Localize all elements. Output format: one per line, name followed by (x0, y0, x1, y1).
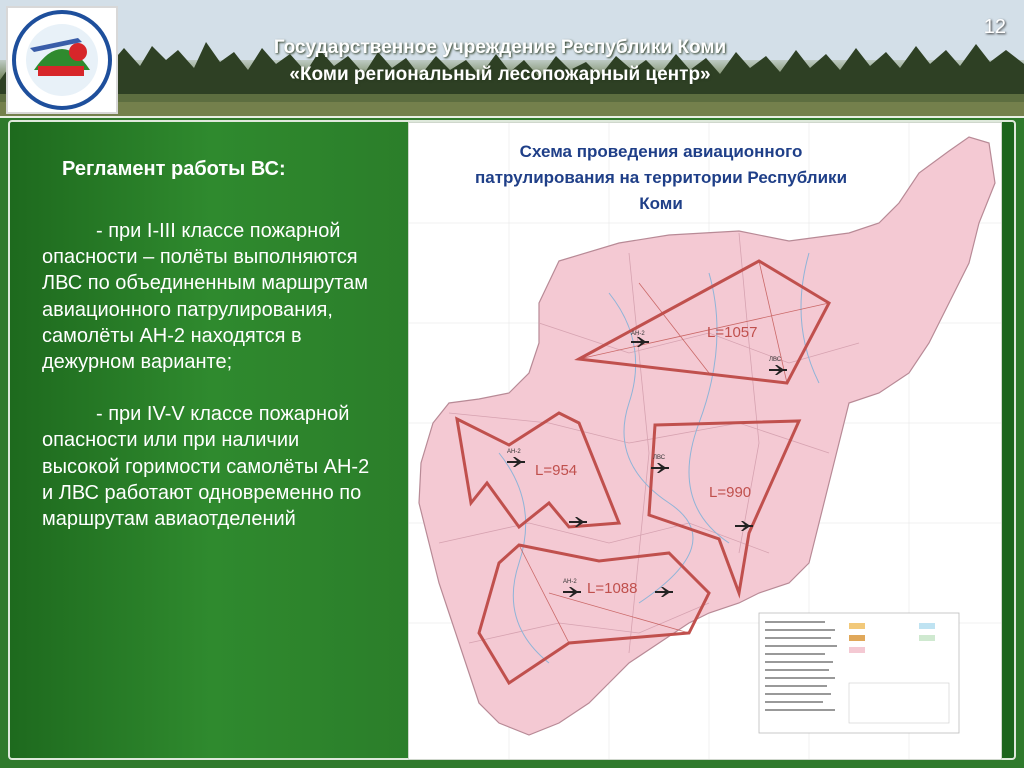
regulation-paragraph-1: - при I-III классе пожарной опасности – полёты выполняются ЛВС по объединенным маршрутам авиационного патрулирования, самолёты АН-2 находятся в дежурном варианте; (42, 220, 368, 374)
header-banner (0, 0, 1024, 118)
aircraft-label-5: АН-2 (563, 579, 577, 585)
route-label-1088: L=1088 (587, 580, 638, 597)
route-label-954: L=954 (535, 462, 578, 479)
route-label-990: L=990 (709, 484, 752, 501)
map-title: Схема проведения авиационного патрулирования на территории Республики Коми (474, 142, 848, 213)
organization-logo (6, 6, 118, 114)
regulation-paragraph-2: - при IV-V классе пожарной опасности или при наличии высокой горимости самолёты АН-2 и ЛВС работают одновременно по маршрутам авиаотделений (42, 403, 370, 531)
header-title (170, 34, 830, 88)
header-title-line2: «Коми региональный лесопожарный центр» (289, 64, 711, 85)
header-title-line1: Государственное учреждение Республики Коми (273, 37, 727, 58)
map-panel (408, 122, 1002, 760)
slide-number: 12 (983, 16, 1006, 38)
regulation-title: Регламент работы ВС: (62, 158, 286, 180)
regulation-text (42, 218, 372, 532)
route-label-1057: L=1057 (707, 324, 758, 341)
map-legend (759, 613, 959, 733)
aircraft-label-4: ЛВС (653, 455, 666, 461)
logo-emblem-icon (8, 8, 116, 112)
aircraft-label-3: АН-2 (507, 449, 521, 455)
patrol-map (409, 123, 1001, 759)
aircraft-label-1: АН-2 (631, 331, 645, 337)
aircraft-label-2: ЛВС (769, 357, 782, 363)
